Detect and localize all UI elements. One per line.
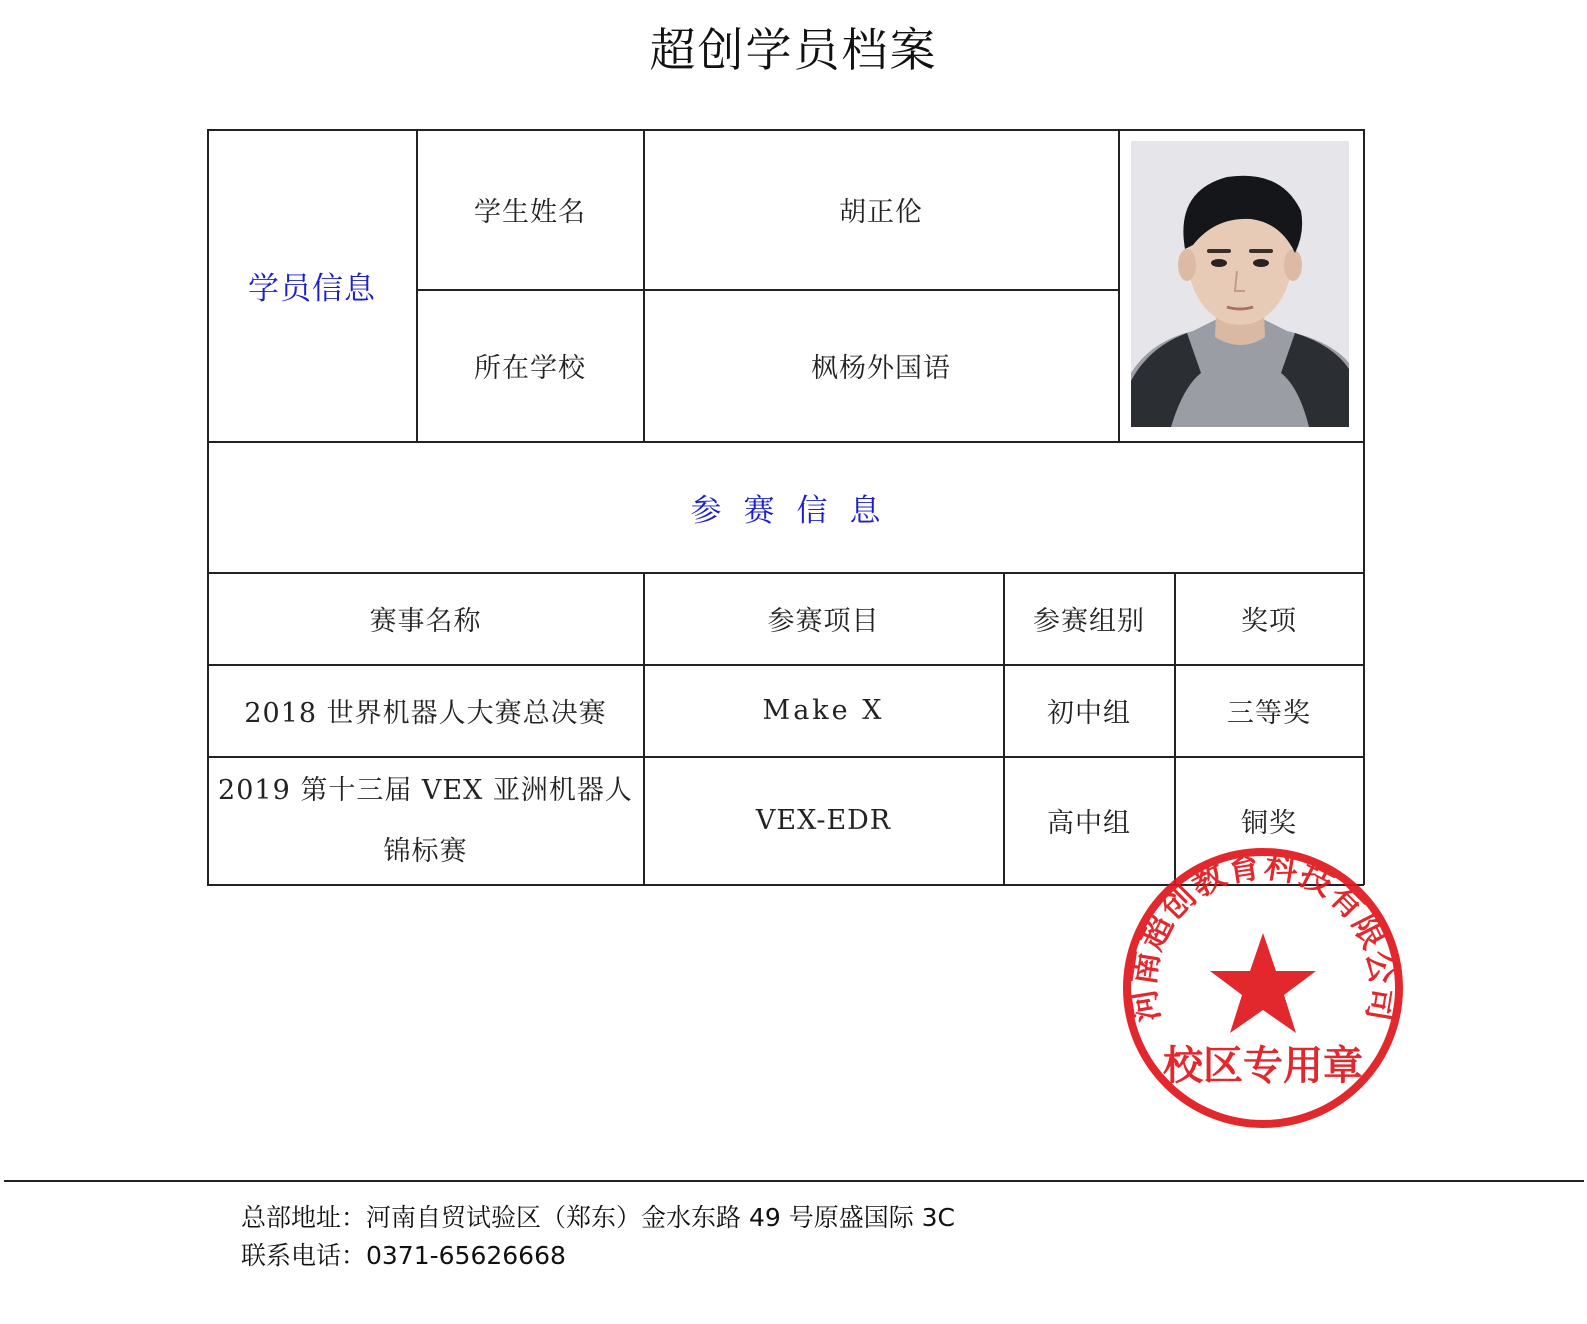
row2-event-name (208, 757, 643, 884)
header-event-name: 赛事名称 (369, 606, 482, 637)
row2-award: 铜奖 (1241, 808, 1297, 839)
table-border-right (1363, 129, 1365, 885)
row2-event-name-line1: 2019 第十三届 VEX 亚洲机器人 (218, 774, 633, 806)
row1-event-name: 2018 世界机器人大赛总决赛 (244, 698, 607, 729)
row2-project: VEX-EDR (755, 805, 892, 836)
row2-event-name-line2: 锦标赛 (383, 835, 468, 867)
student-name-label: 学生姓名 (474, 197, 586, 228)
official-seal-stamp (1118, 843, 1408, 1133)
document-title: 超创学员档案 (649, 23, 938, 77)
header-group: 参赛组别 (1033, 606, 1145, 637)
svg-text:河南超创教育科技有限公司: 河南超创教育科技有限公司 (1123, 845, 1403, 1025)
header-project: 参赛项目 (767, 606, 880, 637)
student-name-value: 胡正伦 (839, 197, 923, 228)
header-award: 奖项 (1241, 606, 1297, 637)
competition-section-label: 参赛信息 (690, 492, 903, 529)
school-value: 枫杨外国语 (811, 353, 951, 384)
row2-group: 高中组 (1047, 808, 1131, 839)
student-info-section-label: 学员信息 (248, 271, 376, 307)
row1-project: Make X (762, 695, 885, 726)
svg-text:校区专用章: 校区专用章 (1163, 1043, 1363, 1089)
footer-divider (4, 1180, 1584, 1182)
row1-award: 三等奖 (1227, 698, 1311, 729)
table-divider-photo (1118, 129, 1120, 442)
row1-group: 初中组 (1047, 698, 1131, 729)
footer-phone: 联系电话：0371-65626668 (241, 1241, 566, 1270)
school-label: 所在学校 (474, 353, 586, 384)
footer-address: 总部地址：河南自贸试验区（郑东）金水东路 49 号原盛国际 3C (241, 1203, 956, 1232)
student-photo (1131, 141, 1349, 427)
